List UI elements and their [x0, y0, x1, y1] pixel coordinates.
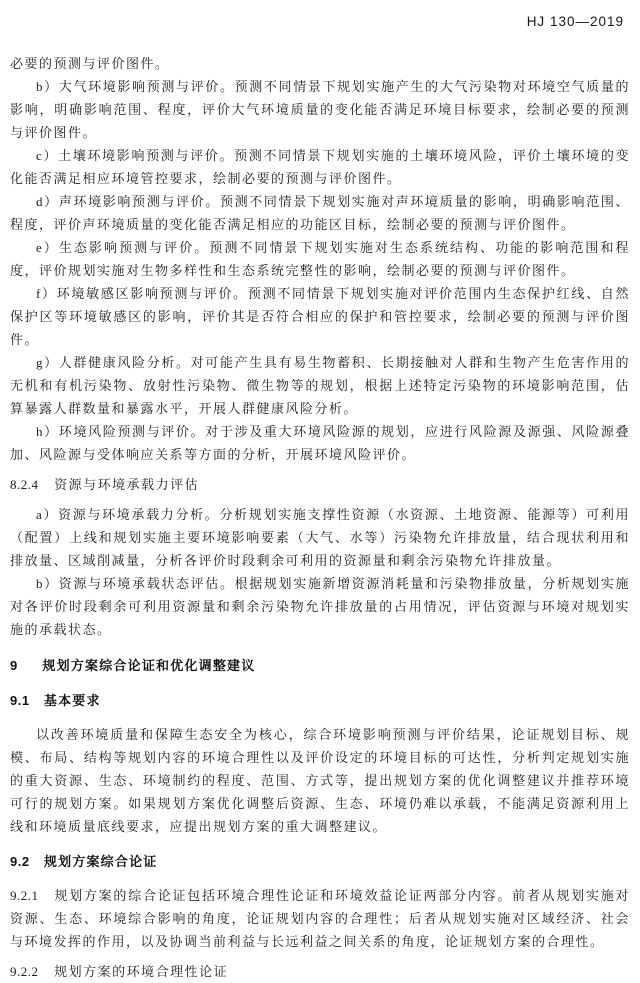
heading-chapter-9-number: 9	[10, 658, 18, 673]
heading-8-2-4-number: 8.2.4	[10, 477, 39, 492]
paragraph-9-2-1	[10, 884, 630, 953]
heading-9-2-number: 9.2	[10, 854, 30, 869]
paragraph-item-f: f）环境敏感区影响预测与评价。预测不同情景下规划实施对评价范围内生态保护红线、自然保护区等环境敏感区的影响，评价其是否符合相应的保护和管控要求，绘制必要的预测与评价图件。	[10, 286, 630, 347]
heading-8-2-4-title: 资源与环境承载力评估	[54, 477, 200, 492]
heading-9-2-title: 规划方案综合论证	[43, 854, 158, 869]
heading-9-1-title: 基本要求	[43, 693, 101, 708]
standard-number-header: HJ 130—2019	[526, 14, 624, 29]
paragraph-item-h: h）环境风险预测与评价。对于涉及重大环境风险源的规划，应进行风险源及源强、风险源叠加、风险源与受体响应关系等方面的分析，开展环境风险评价。	[10, 424, 630, 462]
paragraph-continuation: 必要的预测与评价图件。	[10, 56, 170, 71]
heading-9-1	[10, 689, 630, 712]
heading-8-2-4	[10, 473, 630, 496]
paragraph-item-b-resources: b）资源与环境承载状态评估。根据规划实施新增资源消耗量和污染物排放量，分析规划实施对各评价时段剩余可利用资源量和剩余污染物允许排放量的占用情况，评估资源与环境对规划实施的承载状态。	[10, 576, 630, 637]
paragraph-item-a-resources: a）资源与环境承载力分析。分析规划实施支撑性资源（水资源、土地资源、能源等）可利用（配置）上线和规划实施主要环境影响要素（大气、水等）污染物允许排放量，结合现状利用和排放量、区域削减量，分析各评价时段剩余可利用的资源量和剩余污染物允许排放量。	[10, 507, 630, 568]
heading-chapter-9	[10, 654, 630, 677]
paragraph-item-e: e）生态影响预测与评价。预测不同情景下规划实施对生态系统结构、功能的影响范围和程度，评价规划实施对生物多样性和生态系统完整性的影响，绘制必要的预测与评价图件。	[10, 240, 630, 278]
heading-9-2-2	[10, 960, 630, 983]
paragraph-item-c: c）土壤环境影响预测与评价。预测不同情景下规划实施的土壤环境风险，评价土壤环境的变化能否满足相应环境管控要求，绘制必要的预测与评价图件。	[10, 148, 630, 186]
heading-chapter-9-title: 规划方案综合论证和优化调整建议	[42, 658, 256, 673]
heading-9-2-2-number: 9.2.2	[10, 964, 39, 979]
paragraph-item-g: g）人群健康风险分析。对可能产生具有易生物蓄积、长期接触对人群和生物产生危害作用的无机和有机污染物、放射性污染物、微生物等的规划，根据上述特定污染物的环境影响范围，估算暴露人群数量和暴露水平，开展人群健康风险分析。	[10, 355, 630, 416]
heading-9-1-number: 9.1	[10, 693, 30, 708]
paragraph-9-1-body: 以改善环境质量和保障生态安全为核心，综合环境影响预测与评价结果，论证规划目标、规模、布局、结构等规划内容的环境合理性以及评价设定的环境目标的可达性，分析判定规划实施的重大资源、生态、环境制约的程度、范围、方式等，提出规划方案的优化调整建议并推荐环境可行的规划方案。如果规划方案优化调整后资源、生态、环境仍难以承载，不能满足资源利用上线和环境质量底线要求，应提出规划方案的重大调整建议。	[10, 727, 630, 834]
paragraph-9-2-1-text: 规划方案的综合论证包括环境合理性论证和环境效益论证两部分内容。前者从规划实施对资源、生态、环境综合影响的角度，论证规划内容的合理性；后者从规划实施对区域经济、社会与环境发挥的作用，以及协调当前利益与长远利益之间关系的角度，论证规划方案的合理性。	[10, 888, 630, 949]
paragraph-item-b: b）大气环境影响预测与评价。预测不同情景下规划实施产生的大气污染物对环境空气质量的影响，明确影响范围、程度，评价大气环境质量的变化能否满足环境目标要求，绘制必要的预测与评价图件。	[10, 79, 630, 140]
heading-9-2	[10, 850, 630, 873]
paragraph-9-2-1-number: 9.2.1	[10, 888, 39, 903]
paragraph-item-d: d）声环境影响预测与评价。预测不同情景下规划实施对声环境质量的影响，明确影响范围、程度，评价声环境质量的变化能否满足相应的功能区目标，绘制必要的预测与评价图件。	[10, 194, 630, 232]
heading-9-2-2-title: 规划方案的环境合理性论证	[54, 964, 229, 979]
